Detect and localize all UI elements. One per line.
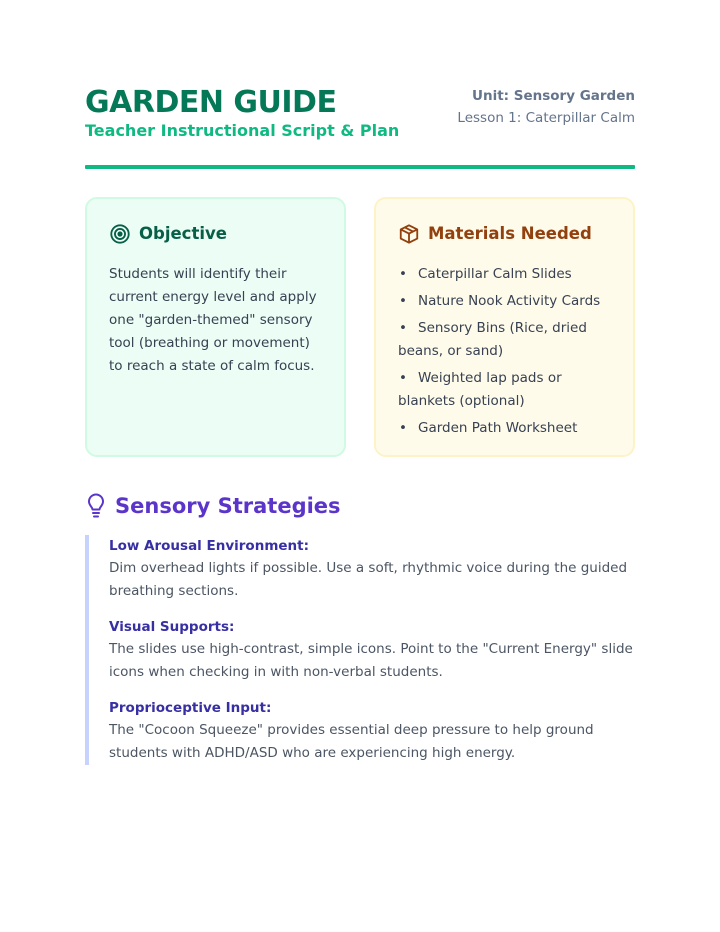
unit-label: Unit: Sensory Garden [472,88,635,104]
header-divider [85,165,635,169]
strategy-text: The slides use high-contrast, simple icons. Point to the "Current Energy" slide icons when checking in with non-verbal students. [109,641,633,680]
materials-list [398,263,611,440]
strategies-header [85,490,341,522]
strategy-text: Dim overhead lights if possible. Use a soft, rhythmic voice during the guided breathing sections. [109,560,628,599]
materials-header [398,221,611,247]
list-item: • Weighted lap pads or blankets (optional) [398,370,562,409]
objective-text: Students will identify their current energy level and apply one "garden-themed" sensory tool (breathing or movement) to reach a state of calm focus. [109,266,317,374]
strategy-text: The "Cocoon Squeeze" provides essential deep pressure to help ground students with ADHD/ASD who are experiencing high energy. [109,722,594,761]
list-item: • Caterpillar Calm Slides [399,266,572,282]
list-item: • Sensory Bins (Rice, dried beans, or sand) [398,320,587,359]
lightbulb-icon [85,493,107,519]
strategy-label: Proprioceptive Input: [109,700,272,716]
target-icon [109,223,131,245]
strategy-item [109,697,635,765]
strategy-label: Visual Supports: [109,619,235,635]
list-item: • Nature Nook Activity Cards [399,293,601,309]
materials-title: Materials Needed [428,224,592,243]
list-item: • Garden Path Worksheet [399,420,578,436]
page-subtitle: Teacher Instructional Script & Plan [85,121,400,140]
lesson-label: Lesson 1: Caterpillar Calm [457,110,635,126]
objective-card [85,197,346,457]
page-title: GARDEN GUIDE [85,85,337,120]
materials-card [374,197,635,457]
box-icon [398,223,420,245]
strategies-list [85,535,635,765]
objective-header [109,221,322,247]
strategies-title: Sensory Strategies [115,494,341,518]
lesson-meta [457,86,635,130]
objective-title: Objective [139,224,227,243]
strategy-item [109,616,635,684]
strategy-label: Low Arousal Environment: [109,538,310,554]
page-header [85,86,635,156]
strategy-item [109,535,635,603]
